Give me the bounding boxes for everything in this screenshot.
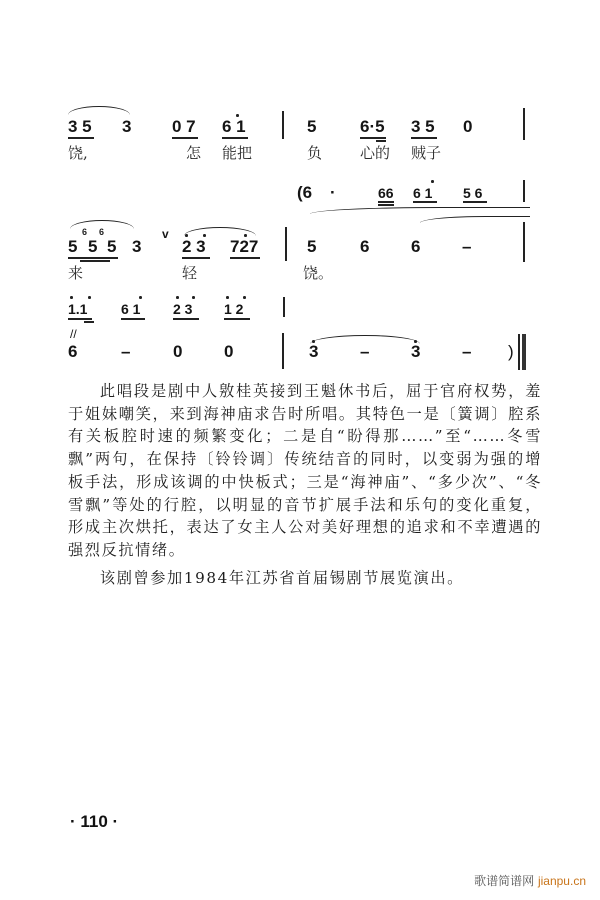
bar-line — [283, 297, 285, 317]
note-group: (6 — [297, 183, 313, 202]
lyric: 饶, — [68, 144, 88, 162]
note-group: 3 5 — [68, 117, 92, 136]
high-octave-dot — [176, 296, 179, 299]
high-octave-dot — [226, 296, 229, 299]
page-number: · 110 · — [70, 812, 119, 831]
grace-note: 6 — [82, 227, 88, 237]
note: 6 — [68, 342, 78, 361]
note-group: 3 5 — [411, 117, 435, 136]
note-group: 6 1 — [222, 117, 246, 136]
high-octave-dot — [312, 340, 315, 343]
lyric: 贼子 — [411, 144, 442, 162]
note: 3 — [309, 342, 319, 361]
lyric: 饶。 — [303, 264, 334, 282]
dash-sustain: – — [360, 342, 370, 361]
note-group: 0 7 — [172, 117, 196, 136]
underline-beam — [230, 257, 260, 259]
lyric: 轻 — [182, 264, 198, 282]
underline-beam — [172, 137, 198, 139]
high-octave-dot — [192, 296, 195, 299]
high-octave-dot — [139, 296, 142, 299]
high-octave-dot — [70, 296, 73, 299]
note: 3 — [132, 237, 142, 256]
final-bar-thin — [518, 334, 520, 370]
high-octave-dot — [414, 340, 417, 343]
rest: 0 — [224, 342, 234, 361]
lyric: 心的 — [360, 144, 391, 162]
underline-beam — [121, 318, 145, 320]
note-group: 6·5 — [360, 117, 385, 136]
underline-beam — [463, 201, 487, 203]
note: 5 — [68, 237, 78, 256]
watermark-site-name: 歌谱简谱网 — [474, 874, 535, 888]
note-group: 1 2 — [224, 301, 244, 317]
note: 0 — [463, 117, 473, 136]
commentary-paragraph: 此唱段是剧中人敫桂英接到王魁休书后，屈于官府权势，羞于姐妹嘲笑，来到海神庙求告时所唱。其特色一是〔簧调〕腔系有关板腔时速的频繁变化；二是自“盼得那……”至“……冬雪飘”两句，在保持〔铃铃调〕传统结音的同时，以变弱为强的增板手法，形成该调的中快板式；三是“海神庙”、“多少次”、“冬雪飘”等处的行腔，以明显的音节扩展手法和乐句的变化重复，形成主次烘托，表达了女主人公对美好理想的追求和不幸遭遇的强烈反抗情绪。 — [68, 382, 542, 559]
high-octave-dot — [88, 296, 91, 299]
note: 5 — [88, 237, 98, 256]
underline-beam — [360, 137, 386, 139]
underline-beam — [378, 201, 394, 203]
dash-sustain: – — [121, 342, 131, 361]
bar-line — [282, 111, 284, 139]
underline-beam — [84, 321, 94, 323]
note-group: 1.1 — [68, 301, 88, 317]
note-group: 727 — [230, 237, 259, 256]
note: 6 — [411, 237, 421, 256]
rest: 0 — [173, 342, 183, 361]
underline-beam — [222, 137, 248, 139]
high-octave-dot — [431, 180, 434, 183]
note: 3 — [411, 342, 421, 361]
lyric: 能把 — [222, 144, 253, 162]
underline-beam — [68, 318, 92, 320]
dash-sustain: – — [462, 237, 472, 256]
note-group: 2 3 — [173, 301, 193, 317]
bar-line — [523, 108, 525, 140]
note: 5 — [107, 237, 117, 256]
note-group: 6 1 — [413, 185, 433, 201]
underline-beam — [68, 137, 94, 139]
breath-mark: v — [162, 227, 169, 241]
final-bar-thick — [522, 334, 526, 370]
high-octave-dot — [243, 296, 246, 299]
closing-paren: ) — [508, 342, 514, 361]
note-group: 6 1 — [121, 301, 141, 317]
lyric: 怎 — [186, 144, 202, 162]
dot-extension: · — [330, 183, 336, 202]
underline-beam — [378, 204, 394, 206]
watermark — [474, 872, 586, 889]
slur — [420, 216, 530, 223]
commentary — [68, 380, 542, 589]
underline-beam — [68, 257, 118, 259]
underline-beam — [376, 140, 386, 142]
high-octave-dot — [203, 234, 206, 237]
high-octave-dot — [244, 234, 247, 237]
high-octave-dot — [236, 114, 239, 117]
note: 3 — [122, 117, 132, 136]
underline-beam — [224, 318, 250, 320]
bar-line — [285, 227, 287, 261]
note: 6 — [360, 237, 370, 256]
bar-line — [523, 180, 525, 202]
slur — [310, 207, 530, 214]
note-group: 2 3 — [182, 237, 206, 256]
tremolo-mark: // — [70, 327, 77, 341]
underline-beam — [413, 201, 437, 203]
note-group: 66 — [378, 185, 394, 201]
underline-beam — [411, 137, 437, 139]
bar-line — [523, 222, 525, 262]
note: 5 — [307, 117, 317, 136]
high-octave-dot — [185, 234, 188, 237]
grace-note: 6 — [99, 227, 105, 237]
watermark-domain: jianpu.cn — [537, 874, 586, 888]
dash-sustain: – — [462, 342, 472, 361]
lyric: 负 — [307, 144, 323, 162]
underline-beam — [173, 318, 199, 320]
bar-line — [282, 333, 284, 369]
commentary-paragraph: 该剧曾参加1984年江苏省首届锡剧节展览演出。 — [99, 568, 464, 587]
slur — [68, 106, 130, 115]
lyric: 来 — [68, 264, 84, 282]
note-group: 5 6 — [463, 185, 483, 201]
underline-beam — [182, 257, 210, 259]
note: 5 — [307, 237, 317, 256]
underline-beam — [80, 260, 110, 262]
